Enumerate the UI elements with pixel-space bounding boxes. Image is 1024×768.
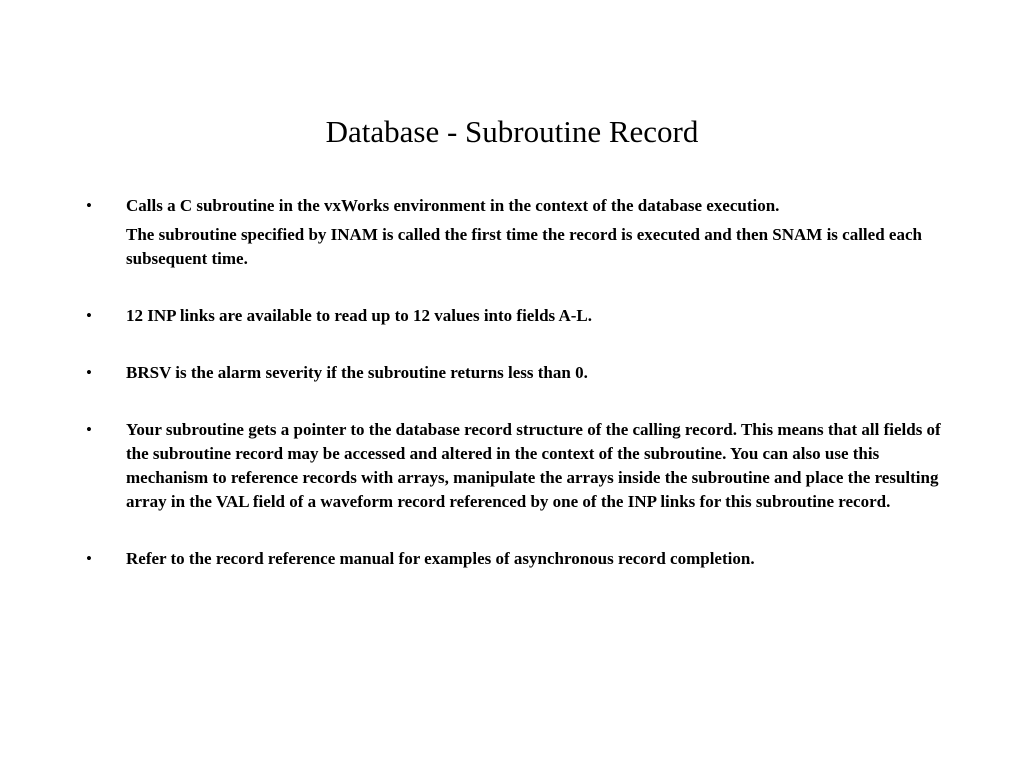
bullet-text: Calls a C subroutine in the vxWorks environment in the context of the database execution. <box>126 196 780 215</box>
bullet-marker: • <box>86 549 92 568</box>
bullet-list <box>84 194 944 604</box>
slide-title: Database - Subroutine Record <box>325 114 699 149</box>
bullet-text: 12 INP links are available to read up to 12 values into fields A-L. <box>126 306 592 325</box>
bullet-marker: • <box>86 306 92 325</box>
bullet-text: Refer to the record reference manual for examples of asynchronous record completion. <box>126 549 755 568</box>
bullet-item <box>84 194 944 271</box>
bullet-text: BRSV is the alarm severity if the subroutine returns less than 0. <box>126 363 588 382</box>
bullet-item <box>84 547 944 571</box>
bullet-marker: • <box>86 420 92 439</box>
bullet-text: The subroutine specified by INAM is called the first time the record is executed and then SNAM is called each subsequent time. <box>126 225 922 268</box>
bullet-text: Your subroutine gets a pointer to the database record structure of the calling record. This means that all fields of the subroutine record may be accessed and altered in the context of the subroutine. You can also use this mechanism to reference records with arrays, manipulate the arrays inside the subroutine and place the resulting array in the VAL field of a waveform record referenced by one of the INP links for this subroutine record. <box>126 420 941 511</box>
bullet-marker: • <box>86 363 92 382</box>
bullet-item <box>84 418 944 514</box>
bullet-item <box>84 361 944 385</box>
bullet-marker: • <box>86 196 92 215</box>
bullet-item <box>84 304 944 328</box>
